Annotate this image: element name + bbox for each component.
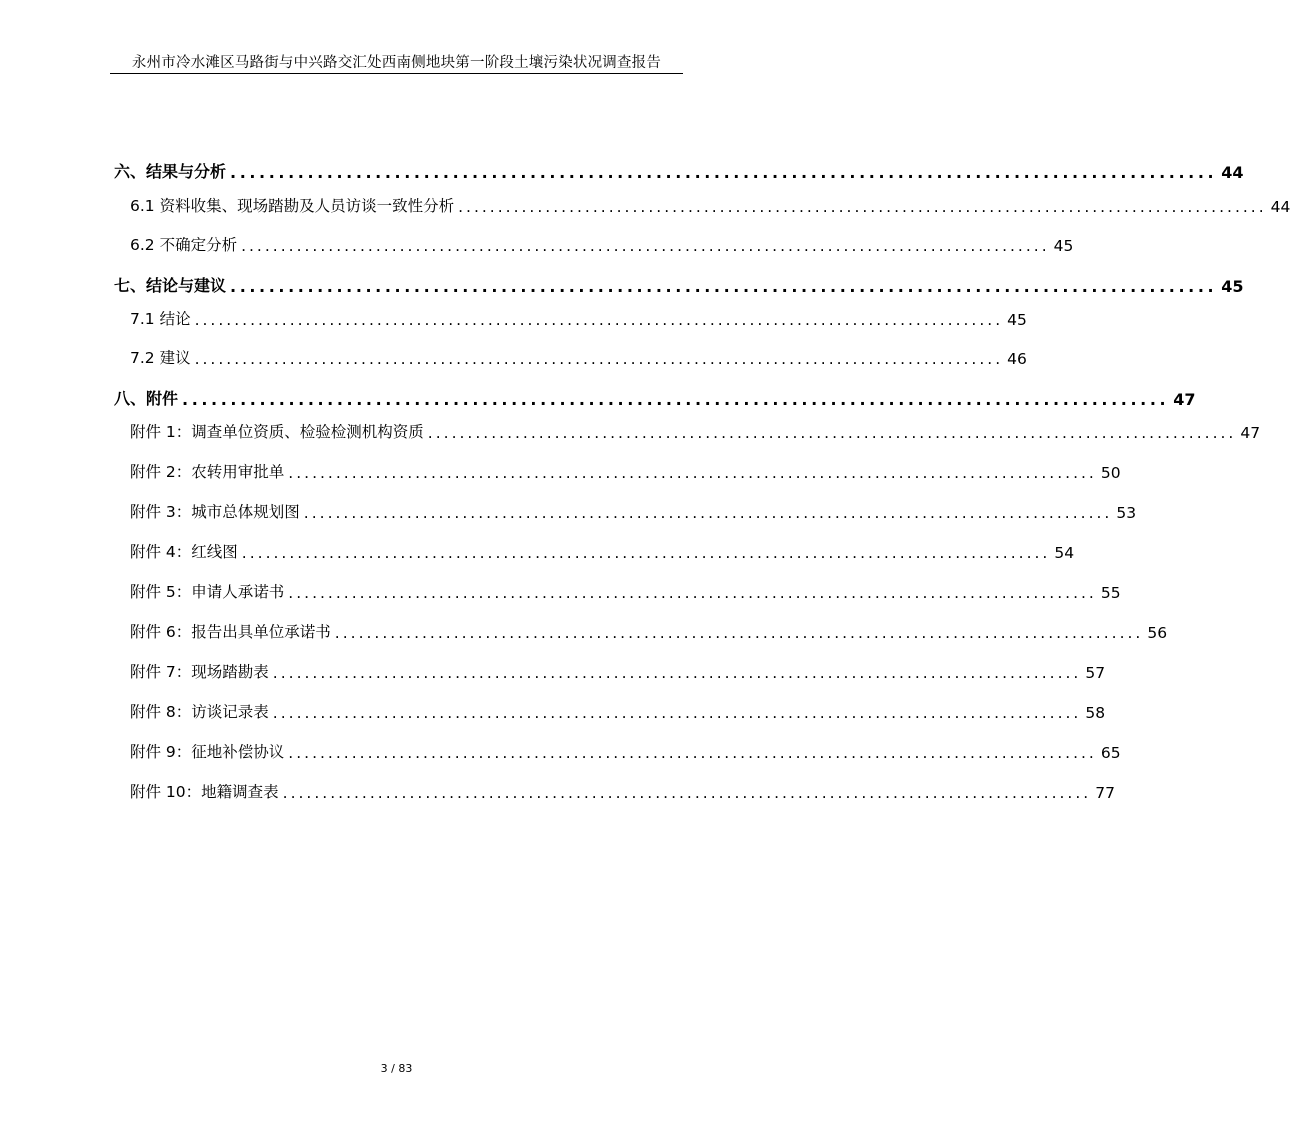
page-number: 3 / 83	[380, 1062, 413, 1075]
page-header: 永州市冷水滩区马路街与中兴路交汇处西南侧地块第一阶段土壤污染状况调查报告	[131, 55, 662, 71]
toc-entry-page: 55	[1100, 584, 1121, 602]
dot-leader: ......................................................................................................	[194, 350, 1004, 368]
dot-leader: ......................................................................................................	[230, 277, 1218, 296]
toc-entry-title: 七、结论与建议	[114, 276, 227, 295]
toc-entry-page: 77	[1095, 784, 1115, 802]
toc-entry-page: 45	[1053, 237, 1074, 255]
dot-leader: ......................................................................................................	[241, 237, 1050, 255]
toc-entry-title: 附件 4：红线图	[130, 543, 238, 561]
toc-entry-appendix-1[interactable]	[130, 420, 1261, 442]
toc-entry-appendix-5[interactable]	[130, 580, 1121, 602]
dot-leader: ......................................................................................................	[427, 424, 1237, 442]
toc-entry-title: 附件 1：调查单位资质、检验检测机构资质	[130, 423, 424, 441]
dot-leader: ......................................................................................................	[288, 464, 1097, 482]
toc-entry-6-2[interactable]	[130, 233, 1074, 255]
toc-entry-title: 附件 6：报告出具单位承诺书	[130, 623, 331, 641]
toc-entry-title: 6.1 资料收集、现场踏勘及人员访谈一致性分析	[130, 197, 455, 215]
toc-entry-title: 附件 9：征地补偿协议	[130, 743, 285, 761]
toc-entry-page: 50	[1100, 464, 1121, 482]
dot-leader: ......................................................................................................	[288, 744, 1097, 762]
toc-entry-7-1[interactable]	[130, 307, 1027, 329]
toc-entry-page: 47	[1173, 390, 1196, 409]
toc-entry-6-1[interactable]	[130, 194, 1290, 216]
dot-leader: ......................................................................................................	[458, 198, 1267, 216]
toc-entry-appendix-3[interactable]	[130, 500, 1137, 522]
toc-entry-page: 45	[1221, 277, 1244, 296]
toc-entry-title: 八、附件	[114, 389, 179, 408]
toc-entry-section-8[interactable]	[114, 387, 1196, 409]
dot-leader: ......................................................................................................	[334, 624, 1144, 642]
dot-leader: ......................................................................................................	[288, 584, 1097, 602]
toc-entry-title: 7.2 建议	[130, 349, 191, 367]
dot-leader: ......................................................................................................	[303, 504, 1113, 522]
dot-leader: ......................................................................................................	[272, 704, 1082, 722]
toc-entry-page: 45	[1007, 311, 1027, 329]
toc-entry-page: 58	[1085, 704, 1106, 722]
dot-leader: ......................................................................................................	[272, 664, 1082, 682]
toc-entry-title: 附件 5：申请人承诺书	[130, 583, 285, 601]
toc-entry-page: 54	[1054, 544, 1075, 562]
toc-entry-title: 附件 8：访谈记录表	[130, 703, 269, 721]
toc-entry-page: 46	[1007, 350, 1027, 368]
toc-entry-7-2[interactable]	[130, 346, 1027, 368]
toc-entry-appendix-9[interactable]	[130, 740, 1121, 762]
dot-leader: ......................................................................................................	[194, 311, 1004, 329]
toc-entry-page: 57	[1085, 664, 1106, 682]
toc-entry-page: 44	[1270, 198, 1290, 216]
dot-leader: ......................................................................................................	[230, 163, 1218, 182]
toc-entry-page: 65	[1100, 744, 1121, 762]
toc-entry-page: 53	[1116, 504, 1137, 522]
toc-entry-title: 附件 10：地籍调查表	[130, 783, 279, 801]
toc-entry-page: 47	[1240, 424, 1261, 442]
toc-entry-section-6[interactable]	[114, 160, 1244, 182]
toc-entry-appendix-2[interactable]	[130, 460, 1121, 482]
toc-entry-title: 附件 2：农转用审批单	[130, 463, 285, 481]
toc-entry-section-7[interactable]	[114, 274, 1244, 296]
toc-entry-page: 56	[1147, 624, 1168, 642]
toc-entry-title: 六、结果与分析	[114, 162, 227, 181]
dot-leader: ......................................................................................................	[282, 784, 1092, 802]
toc-entry-title: 6.2 不确定分析	[130, 236, 238, 254]
dot-leader: ......................................................................................................	[182, 390, 1170, 409]
toc-entry-title: 附件 7：现场踏勘表	[130, 663, 269, 681]
toc-entry-appendix-4[interactable]	[130, 540, 1075, 562]
toc-entry-appendix-8[interactable]	[130, 700, 1106, 722]
toc-entry-appendix-6[interactable]	[130, 620, 1168, 642]
toc-entry-appendix-10[interactable]	[130, 780, 1115, 802]
toc-entry-page: 44	[1221, 163, 1244, 182]
toc-entry-appendix-7[interactable]	[130, 660, 1106, 682]
toc-entry-title: 附件 3：城市总体规划图	[130, 503, 300, 521]
dot-leader: ......................................................................................................	[241, 544, 1051, 562]
toc-entry-title: 7.1 结论	[130, 310, 191, 328]
